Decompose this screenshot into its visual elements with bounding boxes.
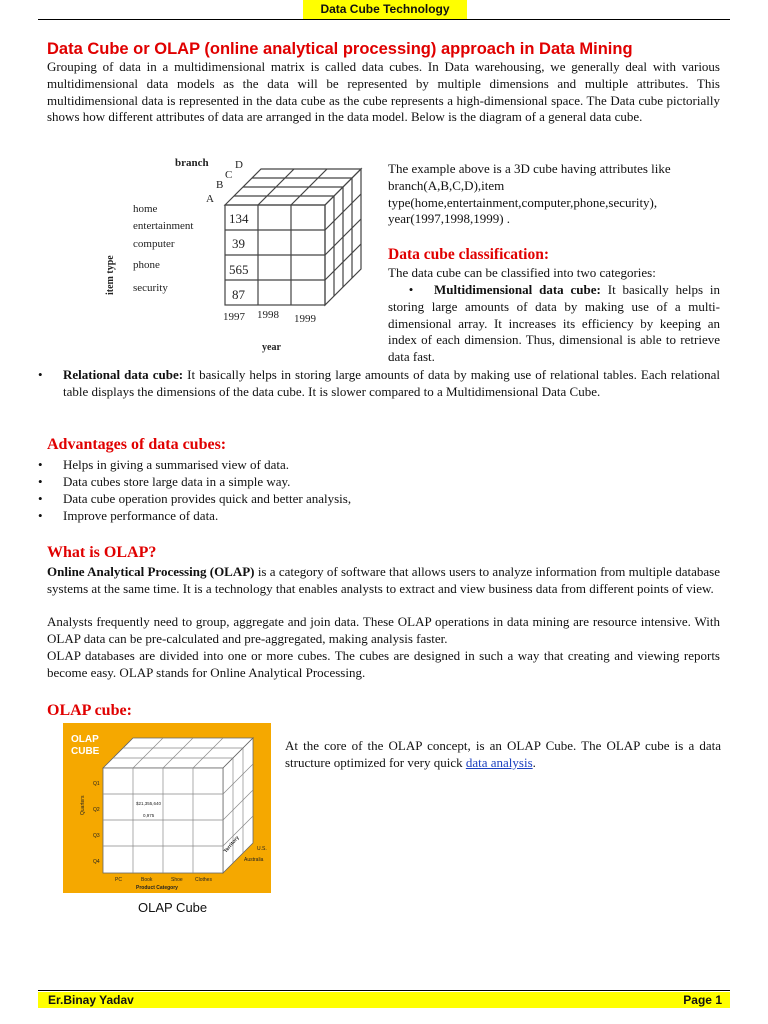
olap-cube-heading: OLAP cube: [47,702,132,719]
cell-value: 87 [232,287,245,302]
item-type-label: item type [105,255,116,295]
section-heading-data-cube: Data Cube or OLAP (online analytical processing) approach in Data Mining [47,40,633,58]
olap-cube-diagram [63,723,271,893]
year-1999: 1999 [294,313,316,325]
item-computer: computer [133,238,175,250]
cell-value: 565 [229,262,249,277]
quarter-q4: Q4 [93,859,100,865]
list-item: • Data cubes store large data in a simple way. [38,473,720,490]
item-home: home [133,203,158,215]
year-label: year [262,342,281,353]
relational-label: Relational data cube: [63,367,184,382]
cell-value: 134 [229,211,249,226]
olap-term: Online Analytical Processing (OLAP) [47,564,255,579]
list-item: • Improve performance of data. [38,507,720,524]
product-clothes: Clothes [195,877,212,883]
classification-intro: The data cube can be classified into two categories: [388,265,656,280]
quarter-q1: Q1 [93,781,100,787]
branch-c: C [225,169,233,181]
list-item: • Helps in giving a summarised view of data. [38,456,720,473]
footer-author: Er.Binay Yadav [48,993,134,1007]
multidimensional-label: Multidimensional data cube: [434,282,601,297]
advantages-list [38,456,720,524]
multidimensional-text: It basically helps in storing large amounts of data by making use of a multi-dimensional array. It increases its efficiency by keeping an index of each dimension. Thus, dimensional is able to retrieve data fast. [388,282,721,365]
item-phone: phone [133,259,160,271]
list-item: • Data cube operation provides quick and better analysis, [38,490,720,507]
year-1998: 1998 [257,309,279,321]
branch-label: branch [175,157,209,169]
olap-cube-title-2: CUBE [71,746,100,757]
olap-cube-text [285,738,721,772]
year-1997: 1997 [223,311,245,323]
product-category-label: Product Category [136,885,178,891]
branch-a: A [206,193,214,205]
branch-d: D [235,159,243,171]
intro-paragraph: Grouping of data in a multidimensional matrix is called data cubes. In Data warehousing, we generally deal with various multidimensional data models as the data will be represented by multiple dimensions and multiple attributes. This multidimensional data is represented in the data cube as the cube represents a high-dimensional space. The Data cube pictorially shows how different attributes of data are arranged in the data model. Below is the diagram of a general data cube. [47,59,720,125]
advantages-heading: Advantages of data cubes: [47,436,227,453]
olap-cube-caption: OLAP Cube [138,900,208,915]
list-item [38,366,720,400]
olap-cube-text-main: At the core of the OLAP concept, is an OLAP Cube. The OLAP cube is a data structure optimized for very quick [285,738,721,770]
cell-value: 39 [232,236,245,251]
olap-paragraph-3: OLAP databases are divided into one or more cubes. The cubes are designed in such a way that creating and viewing reports become easy. OLAP stands for Online Analytical Processing. [47,648,720,680]
data-analysis-link[interactable]: data analysis [465,754,533,770]
page-number: Page 1 [683,993,722,1007]
example-text: The example above is a 3D cube having attributes like branch(A,B,C,D),item type(home,entertainment,computer,phone,security), year(1997,1998,1999) . [388,161,671,227]
branch-b: B [216,179,224,191]
cell-value: $21,355,640 [136,801,162,806]
relational-list [38,366,720,400]
quarter-q3: Q3 [93,833,100,839]
document-header: Data Cube Technology [303,0,467,19]
classification-heading: Data cube classification: [388,246,550,263]
olap-paragraph-1 [47,564,720,598]
data-cube-diagram [95,150,365,360]
product-shoe: Shoe [171,877,183,883]
territory-australia: Australia [244,857,264,863]
olap-cube-title-1: OLAP [71,734,99,745]
relational-text: It basically helps in storing large amounts of data by making use of relational tables. Each relational table displays the dimensions of the data cube. It is slower compared to a Multidimensional Data Cube. [63,367,721,399]
cell-value: 0,975 [143,813,155,818]
footer-rule [38,990,730,991]
item-entertainment: entertainment [133,220,194,232]
olap-paragraph-2: Analysts frequently need to group, aggregate and join data. These OLAP operations in data mining are resource intensive. With OLAP data can be pre-calculated and pre-aggregated, making analysis faster. [47,614,720,646]
bullet: • [408,282,414,297]
olap-heading: What is OLAP? [47,544,157,561]
multidimensional-item [388,282,720,366]
document-footer [38,992,730,1008]
header-rule [38,19,730,20]
olap-definition: is a category of software that allows users to analyze information from multiple database systems at the same time. It is a technology that enables analysts to extract and view business data from different points of view. [47,564,720,596]
quarter-q2: Q2 [93,807,100,813]
product-pc: PC [115,877,122,883]
quarters-label: Quarters [80,795,86,815]
territory-us: U.S. [257,846,267,852]
product-book: Book [141,877,153,883]
territory-label: Territory [222,834,241,855]
olap-cube-text-end: . [532,754,536,770]
item-security: security [133,282,168,294]
